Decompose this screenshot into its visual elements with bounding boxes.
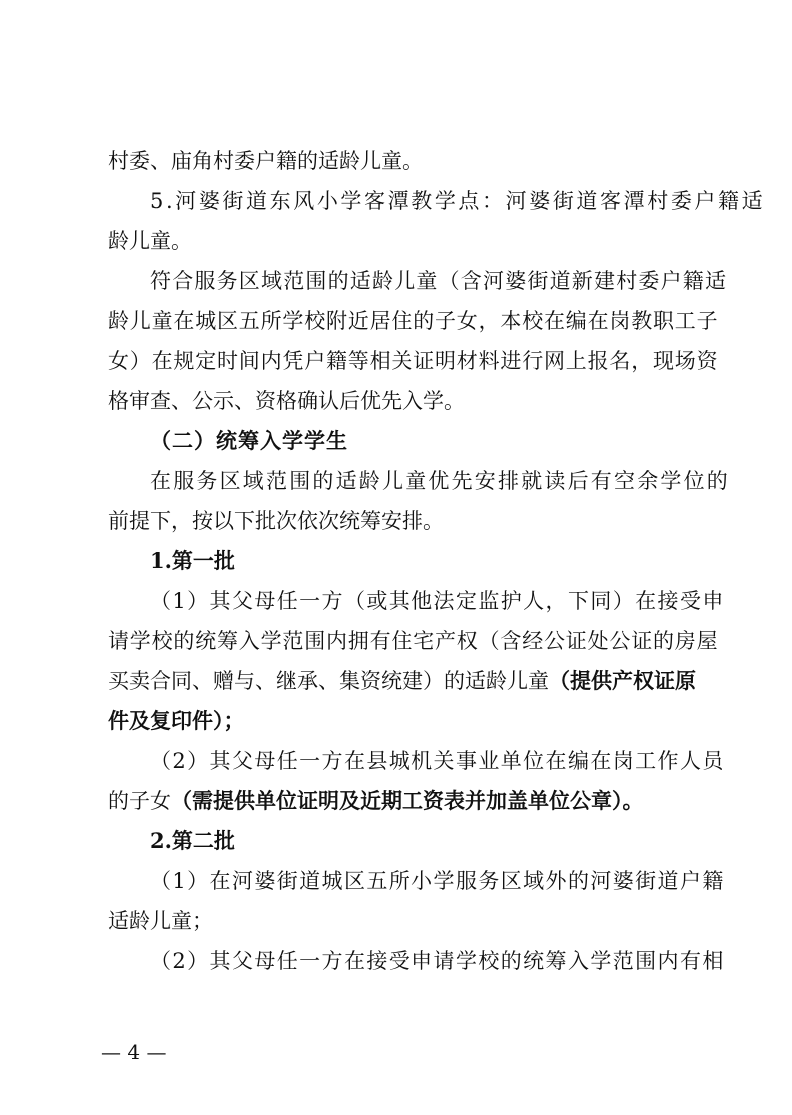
subsection-heading: 1.第一批 bbox=[150, 548, 235, 573]
paragraph-line: 适龄儿童； bbox=[108, 909, 213, 933]
paragraph-line bbox=[108, 786, 644, 816]
paragraph-line: 村委、庙角村委户籍的适龄儿童。 bbox=[108, 149, 423, 173]
paragraph-line: 龄儿童在城区五所学校附近居住的子女，本校在编在岗教职工子 bbox=[108, 309, 719, 333]
paragraph-text: 的子女 bbox=[108, 789, 171, 813]
paragraph-line: 前提下，按以下批次依次统筹安排。 bbox=[108, 509, 444, 533]
paragraph-line: （1）在河婆街道城区五所小学服务区域外的河婆街道户籍 bbox=[150, 869, 725, 893]
paragraph-line: 龄儿童。 bbox=[108, 229, 192, 253]
emphasis-line: 件及复印件）； bbox=[108, 708, 245, 733]
paragraph-line: 5.河婆街道东风小学客潭教学点：河婆街道客潭村委户籍适 bbox=[150, 189, 766, 213]
page-number: — 4 — bbox=[101, 1040, 167, 1064]
subsection-heading: 2.第二批 bbox=[150, 828, 235, 853]
paragraph-line: 格审查、公示、资格确认后优先入学。 bbox=[108, 389, 465, 413]
paragraph-line: 女）在规定时间内凭户籍等相关证明材料进行网上报名，现场资 bbox=[108, 349, 719, 373]
emphasis-text: （提供产权证原 bbox=[549, 668, 696, 693]
paragraph-line: 符合服务区域范围的适龄儿童（含河婆街道新建村委户籍适 bbox=[150, 269, 728, 293]
paragraph-line: 在服务区域范围的适龄儿童优先安排就读后有空余学位的 bbox=[150, 469, 730, 493]
section-heading: （二）统筹入学学生 bbox=[150, 428, 348, 453]
paragraph-line: （2）其父母任一方在县城机关事业单位在编在岗工作人员 bbox=[150, 749, 725, 773]
emphasis-text: （需提供单位证明及近期工资表并加盖单位公章）。 bbox=[171, 788, 644, 813]
paragraph-line: （1）其父母任一方（或其他法定监护人，下同）在接受申 bbox=[150, 589, 725, 613]
paragraph-text: 买卖合同、赠与、继承、集资统建）的适龄儿童 bbox=[108, 669, 549, 693]
paragraph-line: （2）其父母任一方在接受申请学校的统筹入学范围内有相 bbox=[150, 949, 725, 973]
paragraph-line bbox=[108, 666, 696, 696]
paragraph-line: 请学校的统筹入学范围内拥有住宅产权（含经公证处公证的房屋 bbox=[108, 629, 719, 653]
